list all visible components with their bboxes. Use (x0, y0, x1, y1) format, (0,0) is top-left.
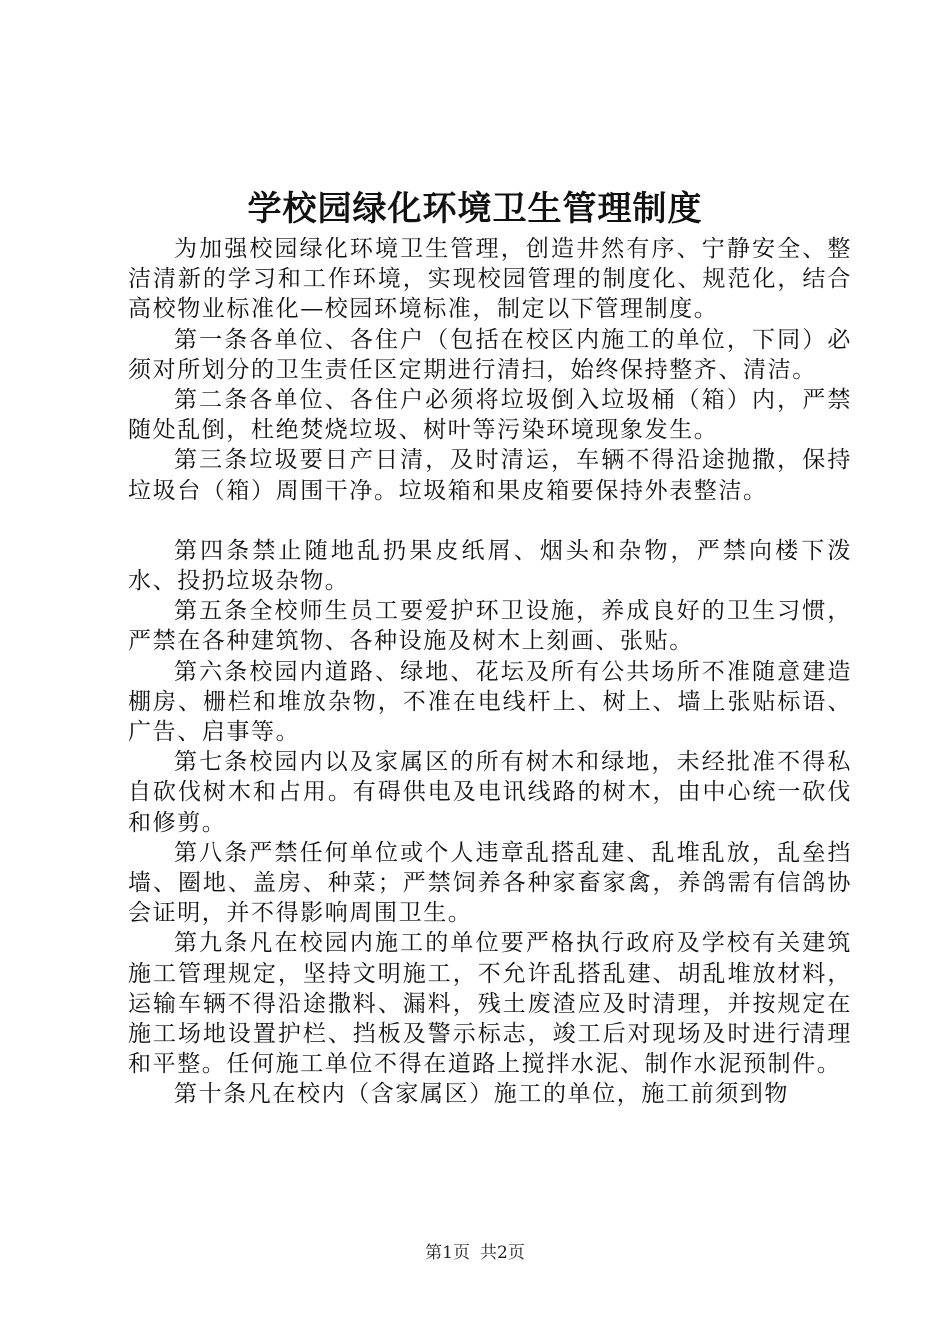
page-number-current: 第1页 (425, 1243, 470, 1263)
page-footer (0, 1241, 950, 1265)
article-10-paragraph: 第十条凡在校内（含家属区）施工的单位，施工前须到物 (174, 1081, 789, 1108)
article-9-paragraph: 第九条凡在校园内施工的单位要严格执行政府及学校有关建筑施工管理规定，坚持文明施工，不允许乱搭乱建、胡乱堆放材料，运输车辆不得沿途撒料、漏料，残土废渣应及时清理，并按规定在施工场地设置护栏、挡板及警示标志，竣工后对现场及时进行清理和平整。任何施工单位不得在道路上搅拌水泥、制作水泥预制件。 (128, 930, 852, 1078)
article-4-paragraph: 第四条禁止随地乱扔果皮纸屑、烟头和杂物，严禁向楼下泼水、投扔垃圾杂物。 (128, 537, 852, 595)
article-3-paragraph: 第三条垃圾要日产日清，及时清运，车辆不得沿途抛撒，保持垃圾台（箱）周围干净。垃圾箱和果皮箱要保持外表整洁。 (128, 447, 852, 504)
document-title: 学校园绿化环境卫生管理制度 (247, 189, 703, 229)
article-6-paragraph: 第六条校园内道路、绿地、花坛及所有公共场所不准随意建造棚房、栅栏和堆放杂物，不准在电线杆上、树上、墙上张贴标语、广告、启事等。 (128, 658, 852, 746)
article-2-paragraph: 第二条各单位、各住户必须将垃圾倒入垃圾桶（箱）内，严禁随处乱倒，杜绝焚烧垃圾、树叶等污染环境现象发生。 (128, 387, 852, 444)
page-number-total: 共2页 (480, 1243, 525, 1263)
document-body (128, 234, 852, 1110)
intro-paragraph: 为加强校园绿化环境卫生管理，创造井然有序、宁静安全、整洁清新的学习和工作环境，实现校园管理的制度化、规范化，结合高校物业标准化—校园环境标准，制定以下管理制度。 (128, 236, 852, 323)
article-5-paragraph: 第五条全校师生员工要爱护环卫设施，养成良好的卫生习惯，严禁在各种建筑物、各种设施及树木上刻画、张贴。 (128, 598, 852, 655)
article-1-paragraph: 第一条各单位、各住户（包括在校区内施工的单位，下同）必须对所划分的卫生责任区定期进行清扫，始终保持整齐、清洁。 (128, 326, 852, 383)
article-7-paragraph: 第七条校园内以及家属区的所有树木和绿地，未经批准不得私自砍伐树木和占用。有碍供电及电讯线路的树木，由中心统一砍伐和修剪。 (128, 749, 852, 836)
article-8-paragraph: 第八条严禁任何单位或个人违章乱搭乱建、乱堆乱放，乱垒挡墙、圈地、盖房、种菜；严禁饲养各种家畜家禽，养鸽需有信鸽协会证明，并不得影响周围卫生。 (128, 839, 852, 927)
